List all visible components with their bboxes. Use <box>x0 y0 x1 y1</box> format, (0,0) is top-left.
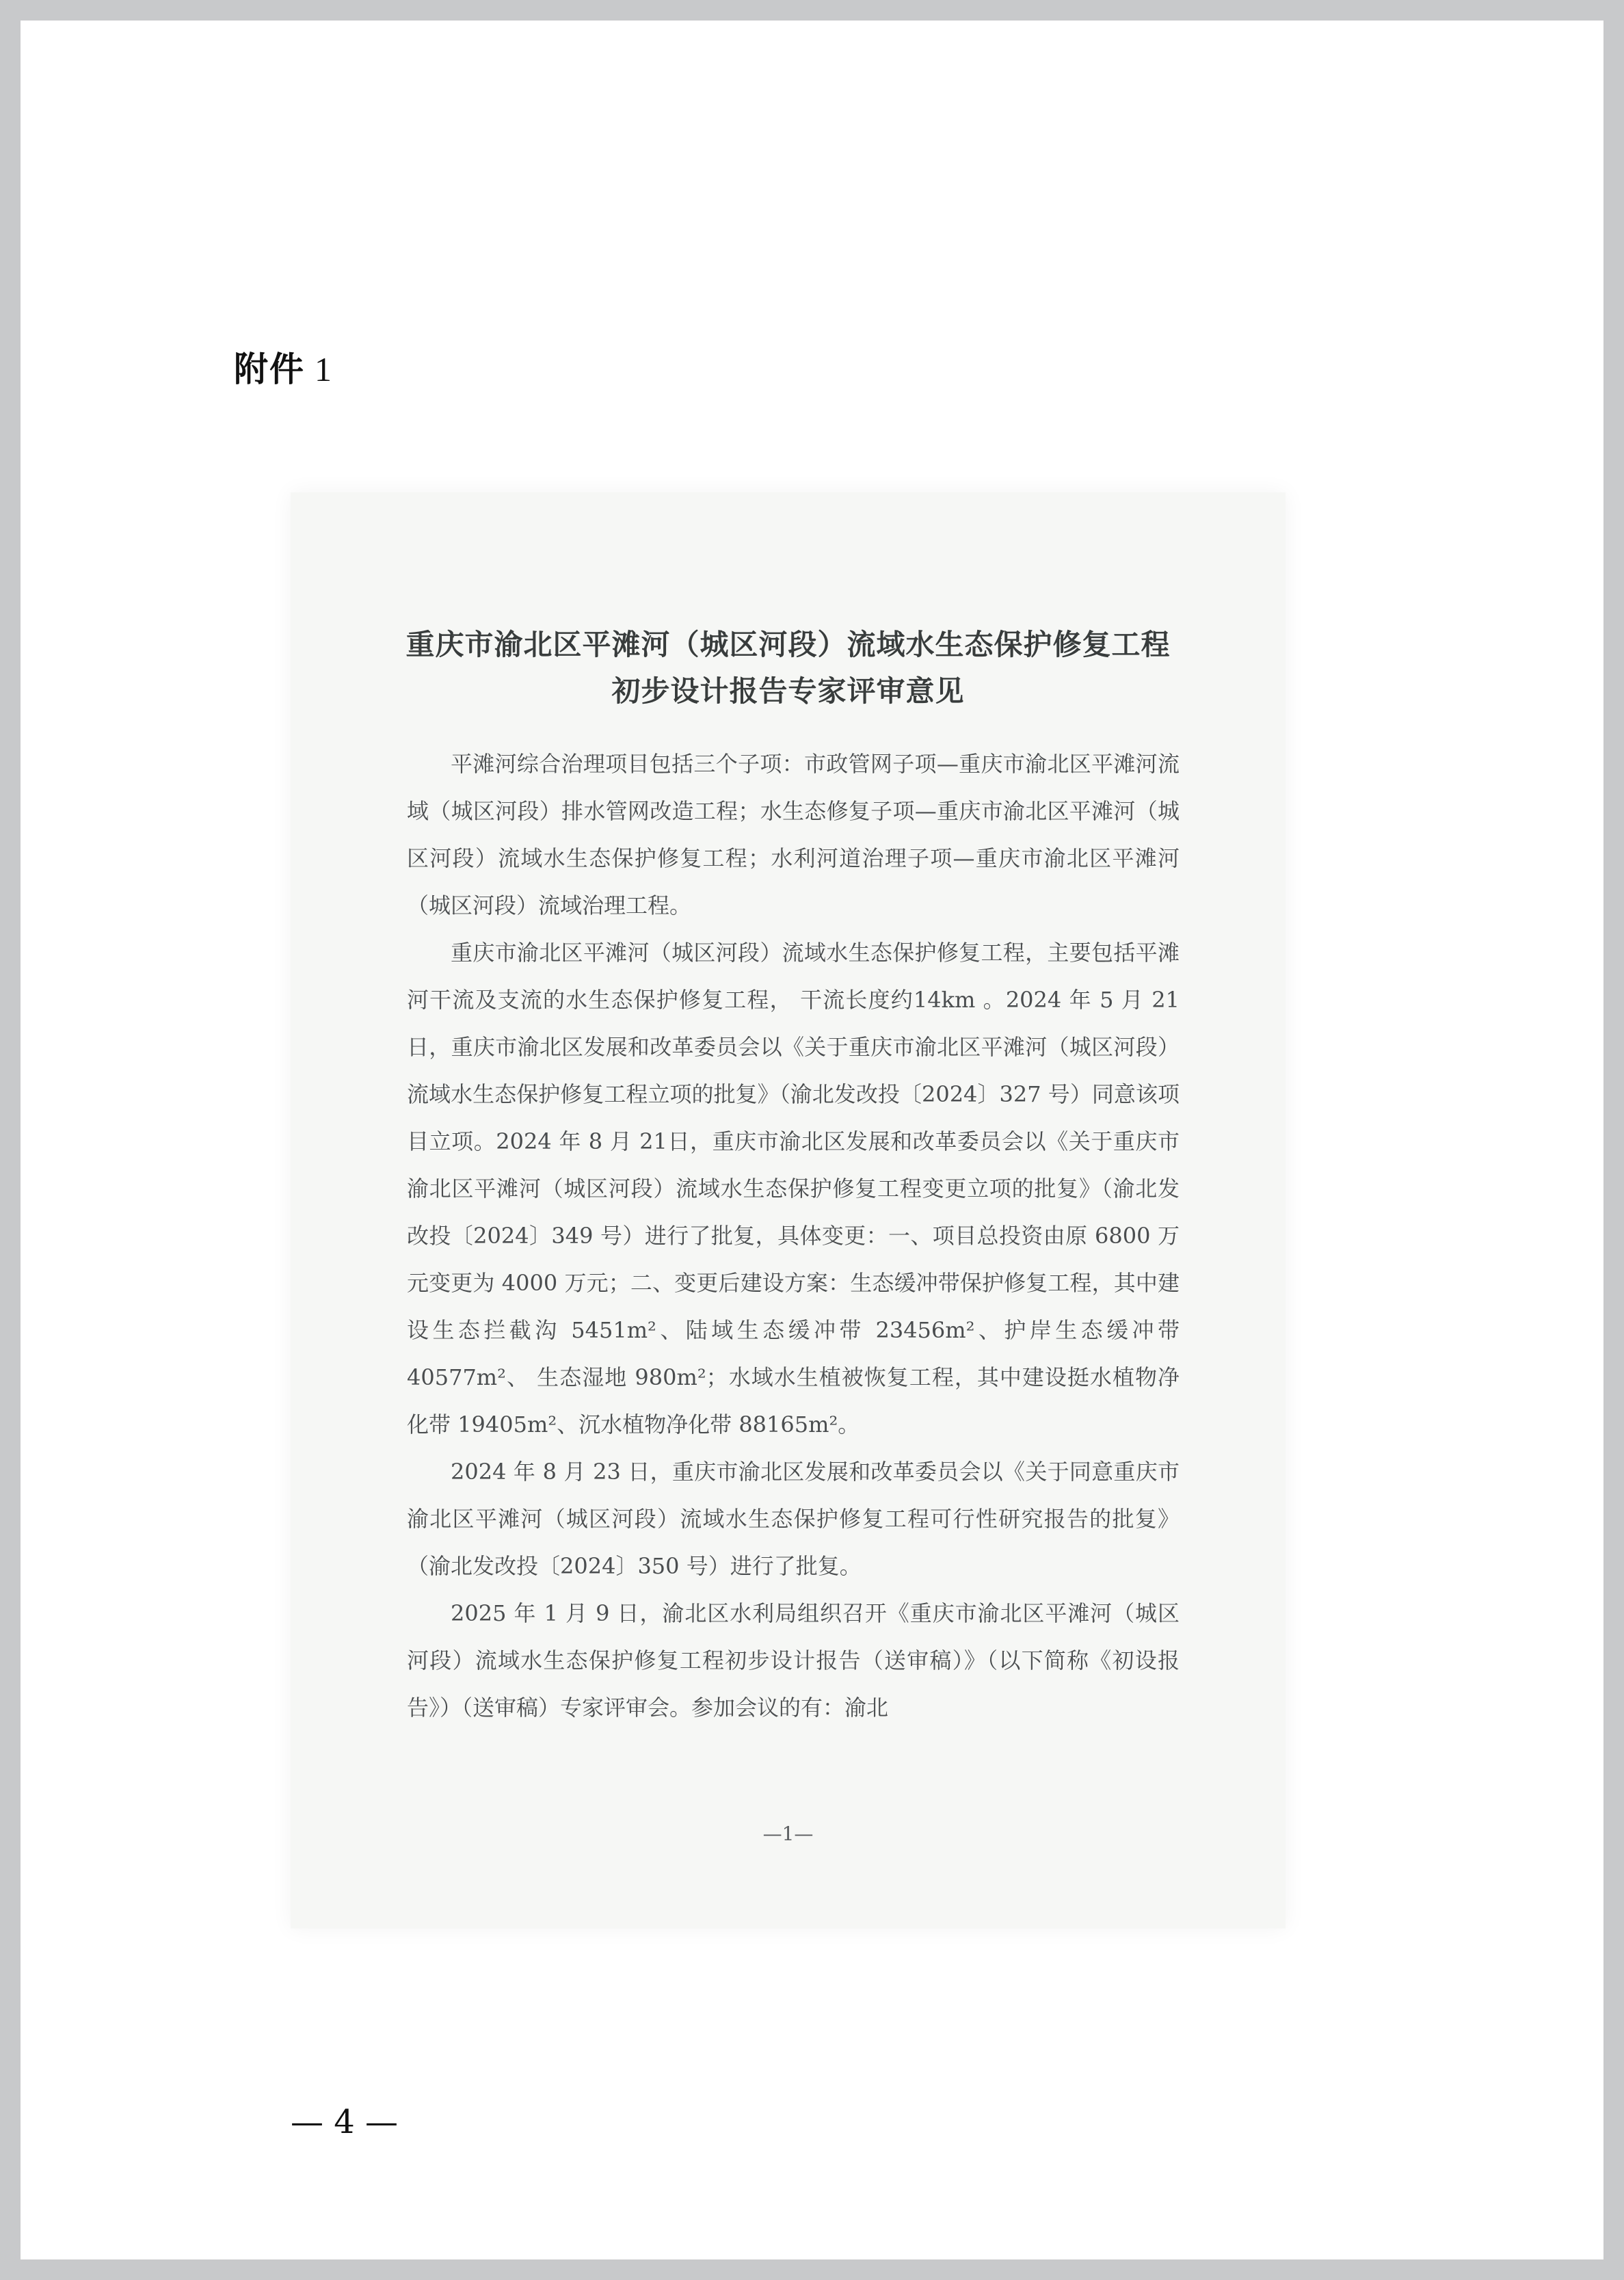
scan-page-number: —1— <box>762 1822 814 1845</box>
scan-title-line-2: 初步设计报告专家评审意见 <box>611 674 965 708</box>
scan-paragraph: 重庆市渝北区平滩河（城区河段）流域水生态保护修复工程，主要包括平滩河干流及支流的水生态保护修复工程， 干流长度约14km 。2024 年 5 月 21 日，重庆市渝北区发展和改革委员会以《关于重庆市渝北区平滩河（城区河段）流域水生态保护修复工程立项的批复》（渝北发改投〔2024〕327 号）同意该项目立项。2024 年 8 月 21日，重庆市渝北区发展和改革委员会以《关于重庆市渝北区平滩河（城区河段）流域水生态保护修复工程变更立项的批复》（渝北发改投〔2024〕349 号）进行了批复，具体变更：一、项目总投资由原 6800 万元变更为 4000 万元；二、变更后建设方案：生态缓冲带保护修复工程，其中建设生态拦截沟 5451m²、陆域生态缓冲带 23456m²、护岸生态缓冲带 40577m²、 生态湿地 980m²；水域水生植被恢复工程，其中建设挺水植物净化带 19405m²、沉水植物净化带 88165m²。 <box>407 940 1180 1437</box>
attachment-label <box>234 342 333 391</box>
scan-body <box>407 741 1180 1732</box>
scan-paragraph: 2024 年 8 月 23 日，重庆市渝北区发展和改革委员会以《关于同意重庆市渝北区平滩河（城区河段）流域水生态保护修复工程可行性研究报告的批复》（渝北发改投〔2024〕350 号）进行了批复。 <box>407 1459 1180 1579</box>
page-number: — 4 — <box>291 2103 399 2141</box>
scan-paragraph: 平滩河综合治理项目包括三个子项：市政管网子项—重庆市渝北区平滩河流域（城区河段）排水管网改造工程；水生态修复子项—重庆市渝北区平滩河（城区河段）流域水生态保护修复工程；水利河道治理子项—重庆市渝北区平滩河（城区河段）流域治理工程。 <box>407 751 1180 918</box>
scan-paragraph: 2025 年 1 月 9 日，渝北区水利局组织召开《重庆市渝北区平滩河（城区河段）流域水生态保护修复工程初步设计报告（送审稿）》（以下简称《初设报告》）（送审稿）专家评审会。参加会议的有：渝北 <box>407 1600 1180 1721</box>
attachment-number: 1 <box>315 350 333 388</box>
document-page <box>21 21 1603 2259</box>
attachment-label-text: 附件 <box>234 349 305 389</box>
scanned-document-image <box>291 492 1286 1928</box>
scan-title-line-1: 重庆市渝北区平滩河（城区河段）流域水生态保护修复工程 <box>405 628 1171 661</box>
